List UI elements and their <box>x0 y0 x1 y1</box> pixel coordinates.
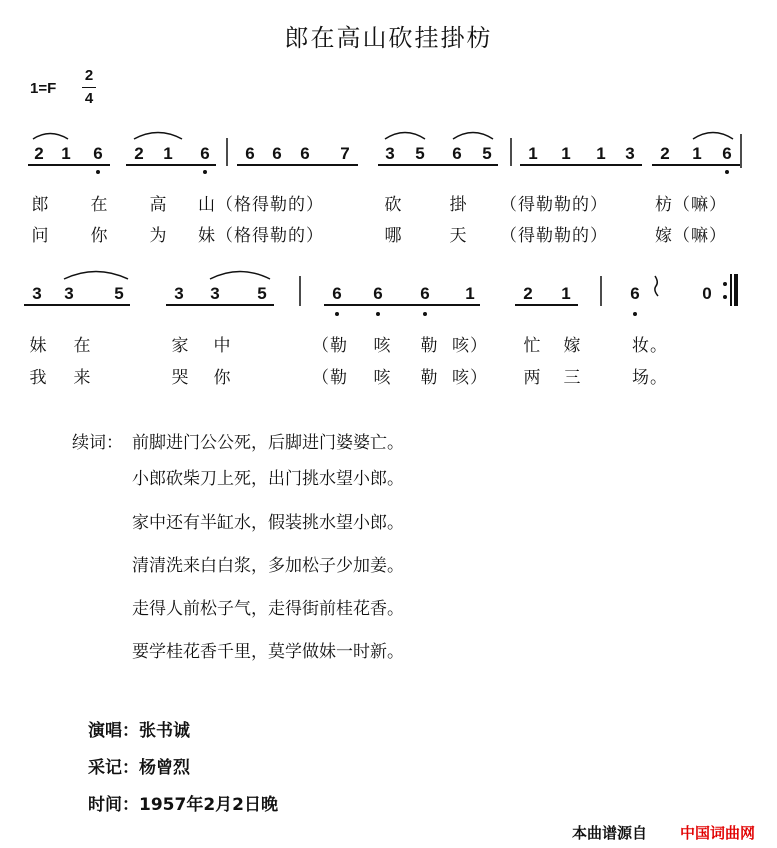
lyric: 勒 <box>420 368 438 388</box>
lyric: 你 <box>213 368 231 388</box>
slur <box>210 272 270 280</box>
note: 3 <box>64 284 74 303</box>
octave-dot <box>335 312 339 316</box>
source-label: 本曲谱源自 <box>572 824 648 842</box>
note: 2 <box>34 144 44 163</box>
lyric: 掛 <box>449 195 467 215</box>
note: 5 <box>114 284 124 303</box>
note: 3 <box>625 144 635 163</box>
note: 1 <box>596 144 606 163</box>
slur <box>453 133 493 140</box>
date-credit: 时间：1957年2月2日晚 <box>88 795 278 815</box>
slur <box>134 133 182 140</box>
repeat-dot <box>723 282 727 286</box>
lyric: 问 <box>31 226 49 246</box>
octave-dot <box>203 170 207 174</box>
lyric: （得勒勒的） <box>500 226 608 246</box>
repeat-dot <box>723 295 727 299</box>
note: 6 <box>272 144 282 163</box>
lyric: 咳） <box>452 336 488 356</box>
verse-line: 小郎砍柴刀上死，出门挑水望小郎。 <box>132 469 404 489</box>
lyric: 高 <box>149 195 167 215</box>
lyric: 在 <box>90 195 108 215</box>
octave-dot <box>423 312 427 316</box>
glissando-mark <box>655 276 658 296</box>
note: 1 <box>163 144 173 163</box>
note: 6 <box>420 284 430 303</box>
lyric: 砍 <box>384 195 402 215</box>
note: 2 <box>134 144 144 163</box>
note: 2 <box>660 144 670 163</box>
lyric: 妆。 <box>632 336 668 356</box>
verse-line: 家中还有半缸水，假装挑水望小郎。 <box>132 513 404 533</box>
lyric: 郎 <box>31 195 49 215</box>
lyric: （勒 <box>312 368 348 388</box>
slur <box>33 134 68 140</box>
lyric: 哪 <box>384 226 402 246</box>
lyric: 咳 <box>373 336 391 356</box>
verse-line: 前脚进门公公死，后脚进门婆婆亡。 <box>132 433 404 453</box>
recorder-credit: 采记：杨曾烈 <box>88 758 190 778</box>
note: 6 <box>332 284 342 303</box>
note: 1 <box>692 144 702 163</box>
note: 6 <box>373 284 383 303</box>
octave-dot <box>725 170 729 174</box>
note: 2 <box>523 284 533 303</box>
slur <box>64 272 128 280</box>
verse-line: 走得人前松子气，走得街前桂花香。 <box>132 599 404 619</box>
note: 3 <box>174 284 184 303</box>
notation-marks <box>0 0 777 420</box>
note: 1 <box>528 144 538 163</box>
note: 1 <box>561 284 571 303</box>
time-signature-bottom: 4 <box>84 90 94 107</box>
note: 6 <box>452 144 462 163</box>
lyric: 场。 <box>632 368 668 388</box>
note: 5 <box>257 284 267 303</box>
note: 0 <box>702 284 712 303</box>
lyric: 枋（嘛） <box>655 195 727 215</box>
lyric: 为 <box>149 226 167 246</box>
lyric: 我 <box>29 368 47 388</box>
lyric: 山（格得勒的） <box>198 195 324 215</box>
lyric: 三 <box>563 368 581 388</box>
note: 6 <box>300 144 310 163</box>
note: 6 <box>245 144 255 163</box>
lyric: 忙 <box>523 336 541 356</box>
key-signature: 1=F <box>30 80 57 97</box>
site-name-link[interactable]: 中国词曲网 <box>680 824 756 842</box>
lyric: 家 <box>171 336 189 356</box>
lyric: 嫁（嘛） <box>655 226 727 246</box>
lyric: 嫁 <box>563 336 581 356</box>
lyric: 你 <box>90 226 108 246</box>
lyric: （得勒勒的） <box>500 195 608 215</box>
lyric: 哭 <box>171 368 189 388</box>
verse-line: 清清洗来白白浆，多加松子少加姜。 <box>132 556 404 576</box>
note: 3 <box>210 284 220 303</box>
verse-line: 要学桂花香千里，莫学做妹一时新。 <box>132 642 404 662</box>
slur <box>385 133 425 140</box>
note: 5 <box>415 144 425 163</box>
octave-dot <box>633 312 637 316</box>
singer-credit: 演唱：张书诚 <box>88 721 190 741</box>
lyric: 中 <box>213 336 231 356</box>
note: 6 <box>722 144 732 163</box>
note: 1 <box>561 144 571 163</box>
continuation-label: 续词： <box>72 433 123 453</box>
time-signature-top: 2 <box>84 67 94 84</box>
lyric: 勒 <box>420 336 438 356</box>
lyric: 妹 <box>29 336 47 356</box>
lyric: 咳） <box>452 368 488 388</box>
lyric: 天 <box>449 226 467 246</box>
lyric: （勒 <box>312 336 348 356</box>
lyric: 两 <box>523 368 541 388</box>
note: 5 <box>482 144 492 163</box>
note: 6 <box>630 284 640 303</box>
lyric: 咳 <box>373 368 391 388</box>
page-title: 郎在高山砍挂掛枋 <box>284 24 493 52</box>
lyric: 来 <box>73 368 91 388</box>
note: 3 <box>385 144 395 163</box>
note: 3 <box>32 284 42 303</box>
octave-dot <box>96 170 100 174</box>
lyric: 在 <box>73 336 91 356</box>
note: 7 <box>340 144 350 163</box>
note: 6 <box>200 144 210 163</box>
note: 6 <box>93 144 103 163</box>
note: 1 <box>61 144 71 163</box>
note: 1 <box>465 284 475 303</box>
lyric: 妹（格得勒的） <box>198 226 324 246</box>
slur <box>693 133 733 140</box>
octave-dot <box>376 312 380 316</box>
